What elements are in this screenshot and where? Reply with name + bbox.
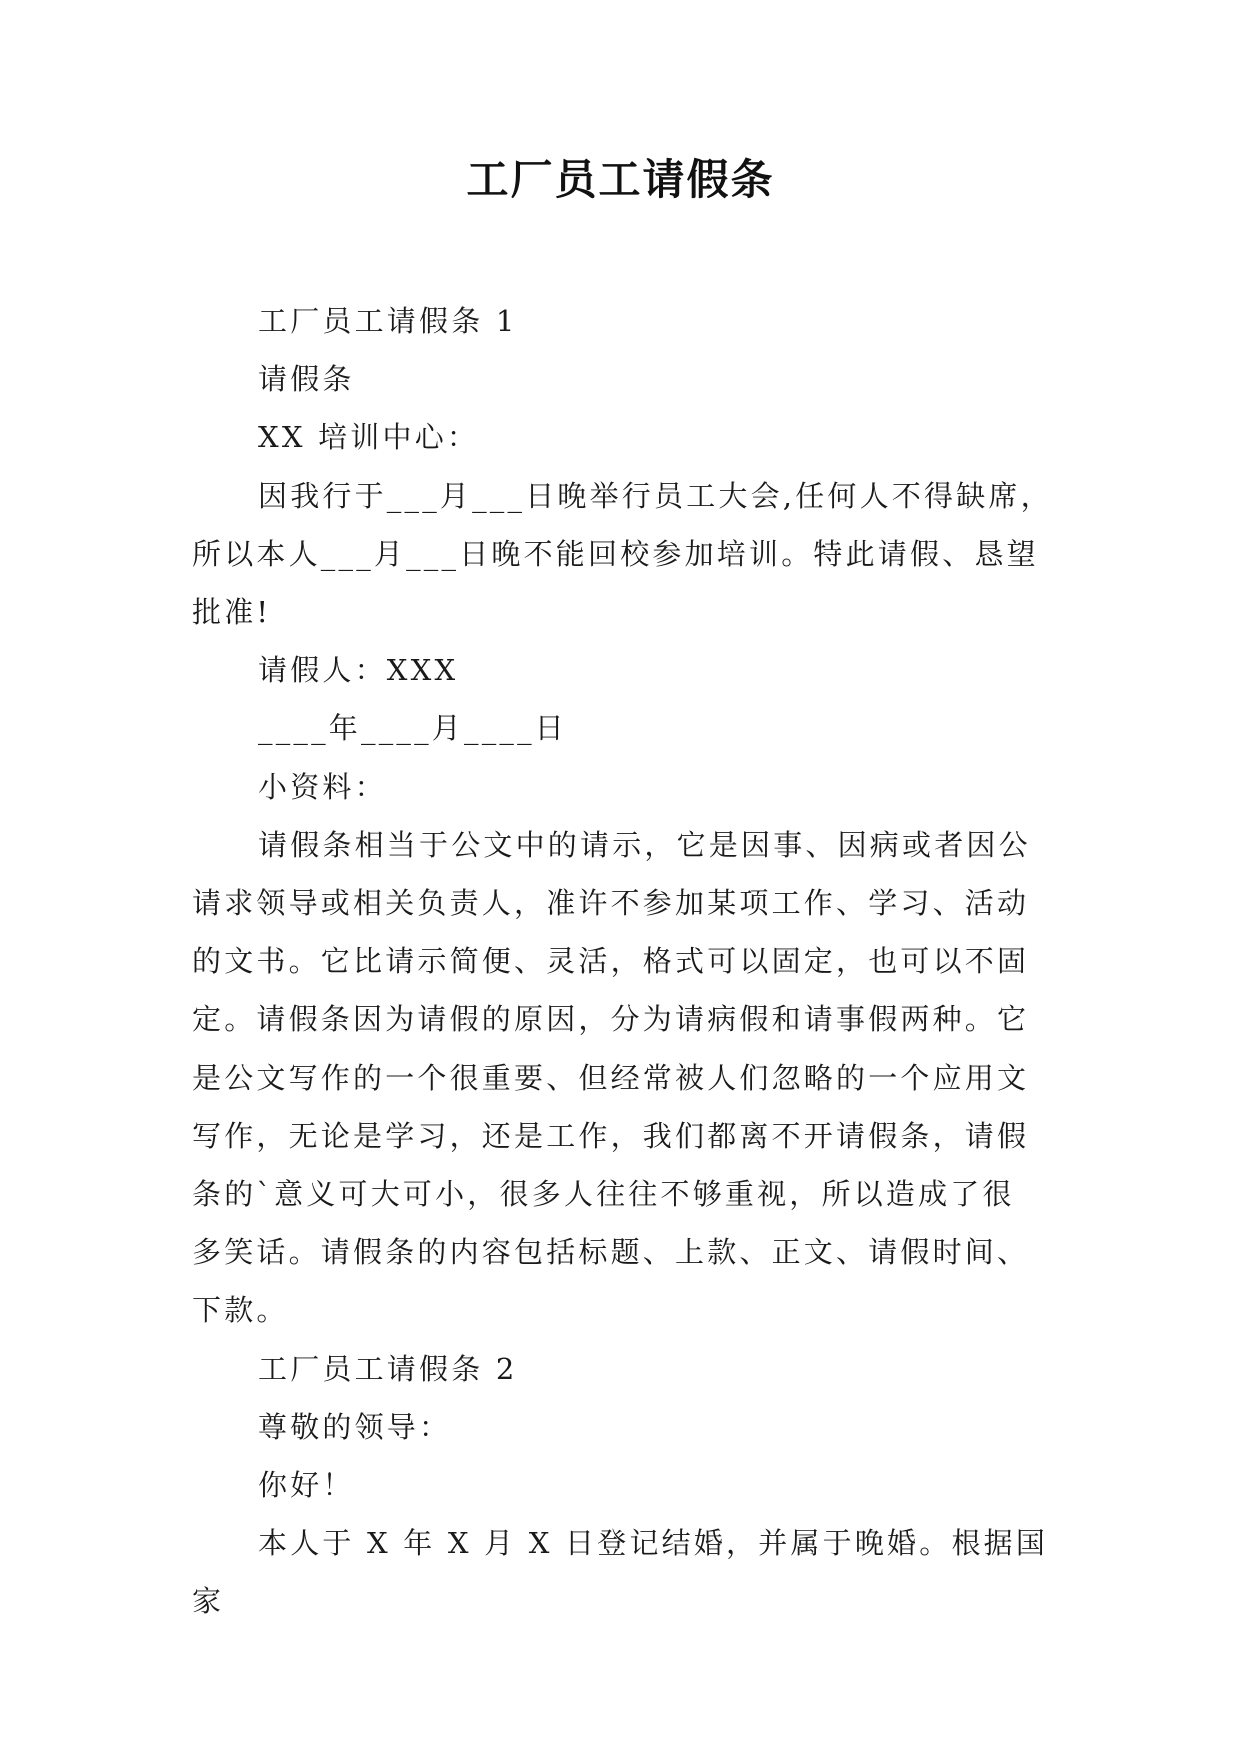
leave-request-paragraph bbox=[192, 467, 1052, 642]
paragraph-line: 条的`意义可大可小，很多人往往不够重视，所以造成了很 bbox=[192, 1177, 1015, 1212]
paragraph-line: 批准! bbox=[192, 595, 272, 630]
addressee: XX 培训中心： bbox=[258, 420, 480, 455]
salutation: 尊敬的领导： bbox=[258, 1409, 452, 1444]
paragraph-line: 的文书。它比请示简便、灵活，格式可以固定，也可以不固 bbox=[192, 944, 1030, 979]
note-label: 小资料： bbox=[258, 769, 387, 804]
paragraph-line: 所以本人___月___日晚不能回校参加培训。特此请假、恳望 bbox=[192, 536, 1039, 571]
section1-heading: 工厂员工请假条 1 bbox=[258, 304, 518, 338]
section2-heading: 工厂员工请假条 2 bbox=[258, 1351, 518, 1386]
paragraph-line: 写作，无论是学习，还是工作，我们都离不开请假条，请假 bbox=[192, 1118, 1030, 1153]
document-body bbox=[192, 292, 1052, 1631]
paragraph-line: 定。请假条因为请假的原因，分为请病假和请事假两种。它 bbox=[192, 1002, 1030, 1037]
date-line: ____年____月____日 bbox=[258, 711, 568, 746]
greeting: 你好！ bbox=[258, 1468, 355, 1503]
paragraph-line: 下款。 bbox=[192, 1293, 289, 1328]
section2-body-line: 本人于 X 年 X 月 X 日登记结婚，并属于晚婚。根据国家 bbox=[192, 1526, 1049, 1619]
paragraph-line: 请求领导或相关负责人，准许不参加某项工作、学习、活动 bbox=[192, 886, 1030, 921]
paragraph-line: 因我行于___月___日晚举行员工大会,任何人不得缺席， bbox=[258, 478, 1053, 513]
paragraph-line: 是公文写作的一个很重要、但经常被人们忽略的一个应用文 bbox=[192, 1060, 1030, 1095]
signature: 请假人：XXX bbox=[258, 653, 459, 688]
note-paragraph bbox=[192, 816, 1052, 1340]
section1-subheading: 请假条 bbox=[258, 362, 355, 397]
paragraph-line: 请假条相当于公文中的请示，它是因事、因病或者因公 bbox=[258, 827, 1031, 862]
document-title: 工厂员工请假条 bbox=[466, 155, 775, 204]
paragraph-line: 多笑话。请假条的内容包括标题、上款、正文、请假时间、 bbox=[192, 1235, 1030, 1270]
